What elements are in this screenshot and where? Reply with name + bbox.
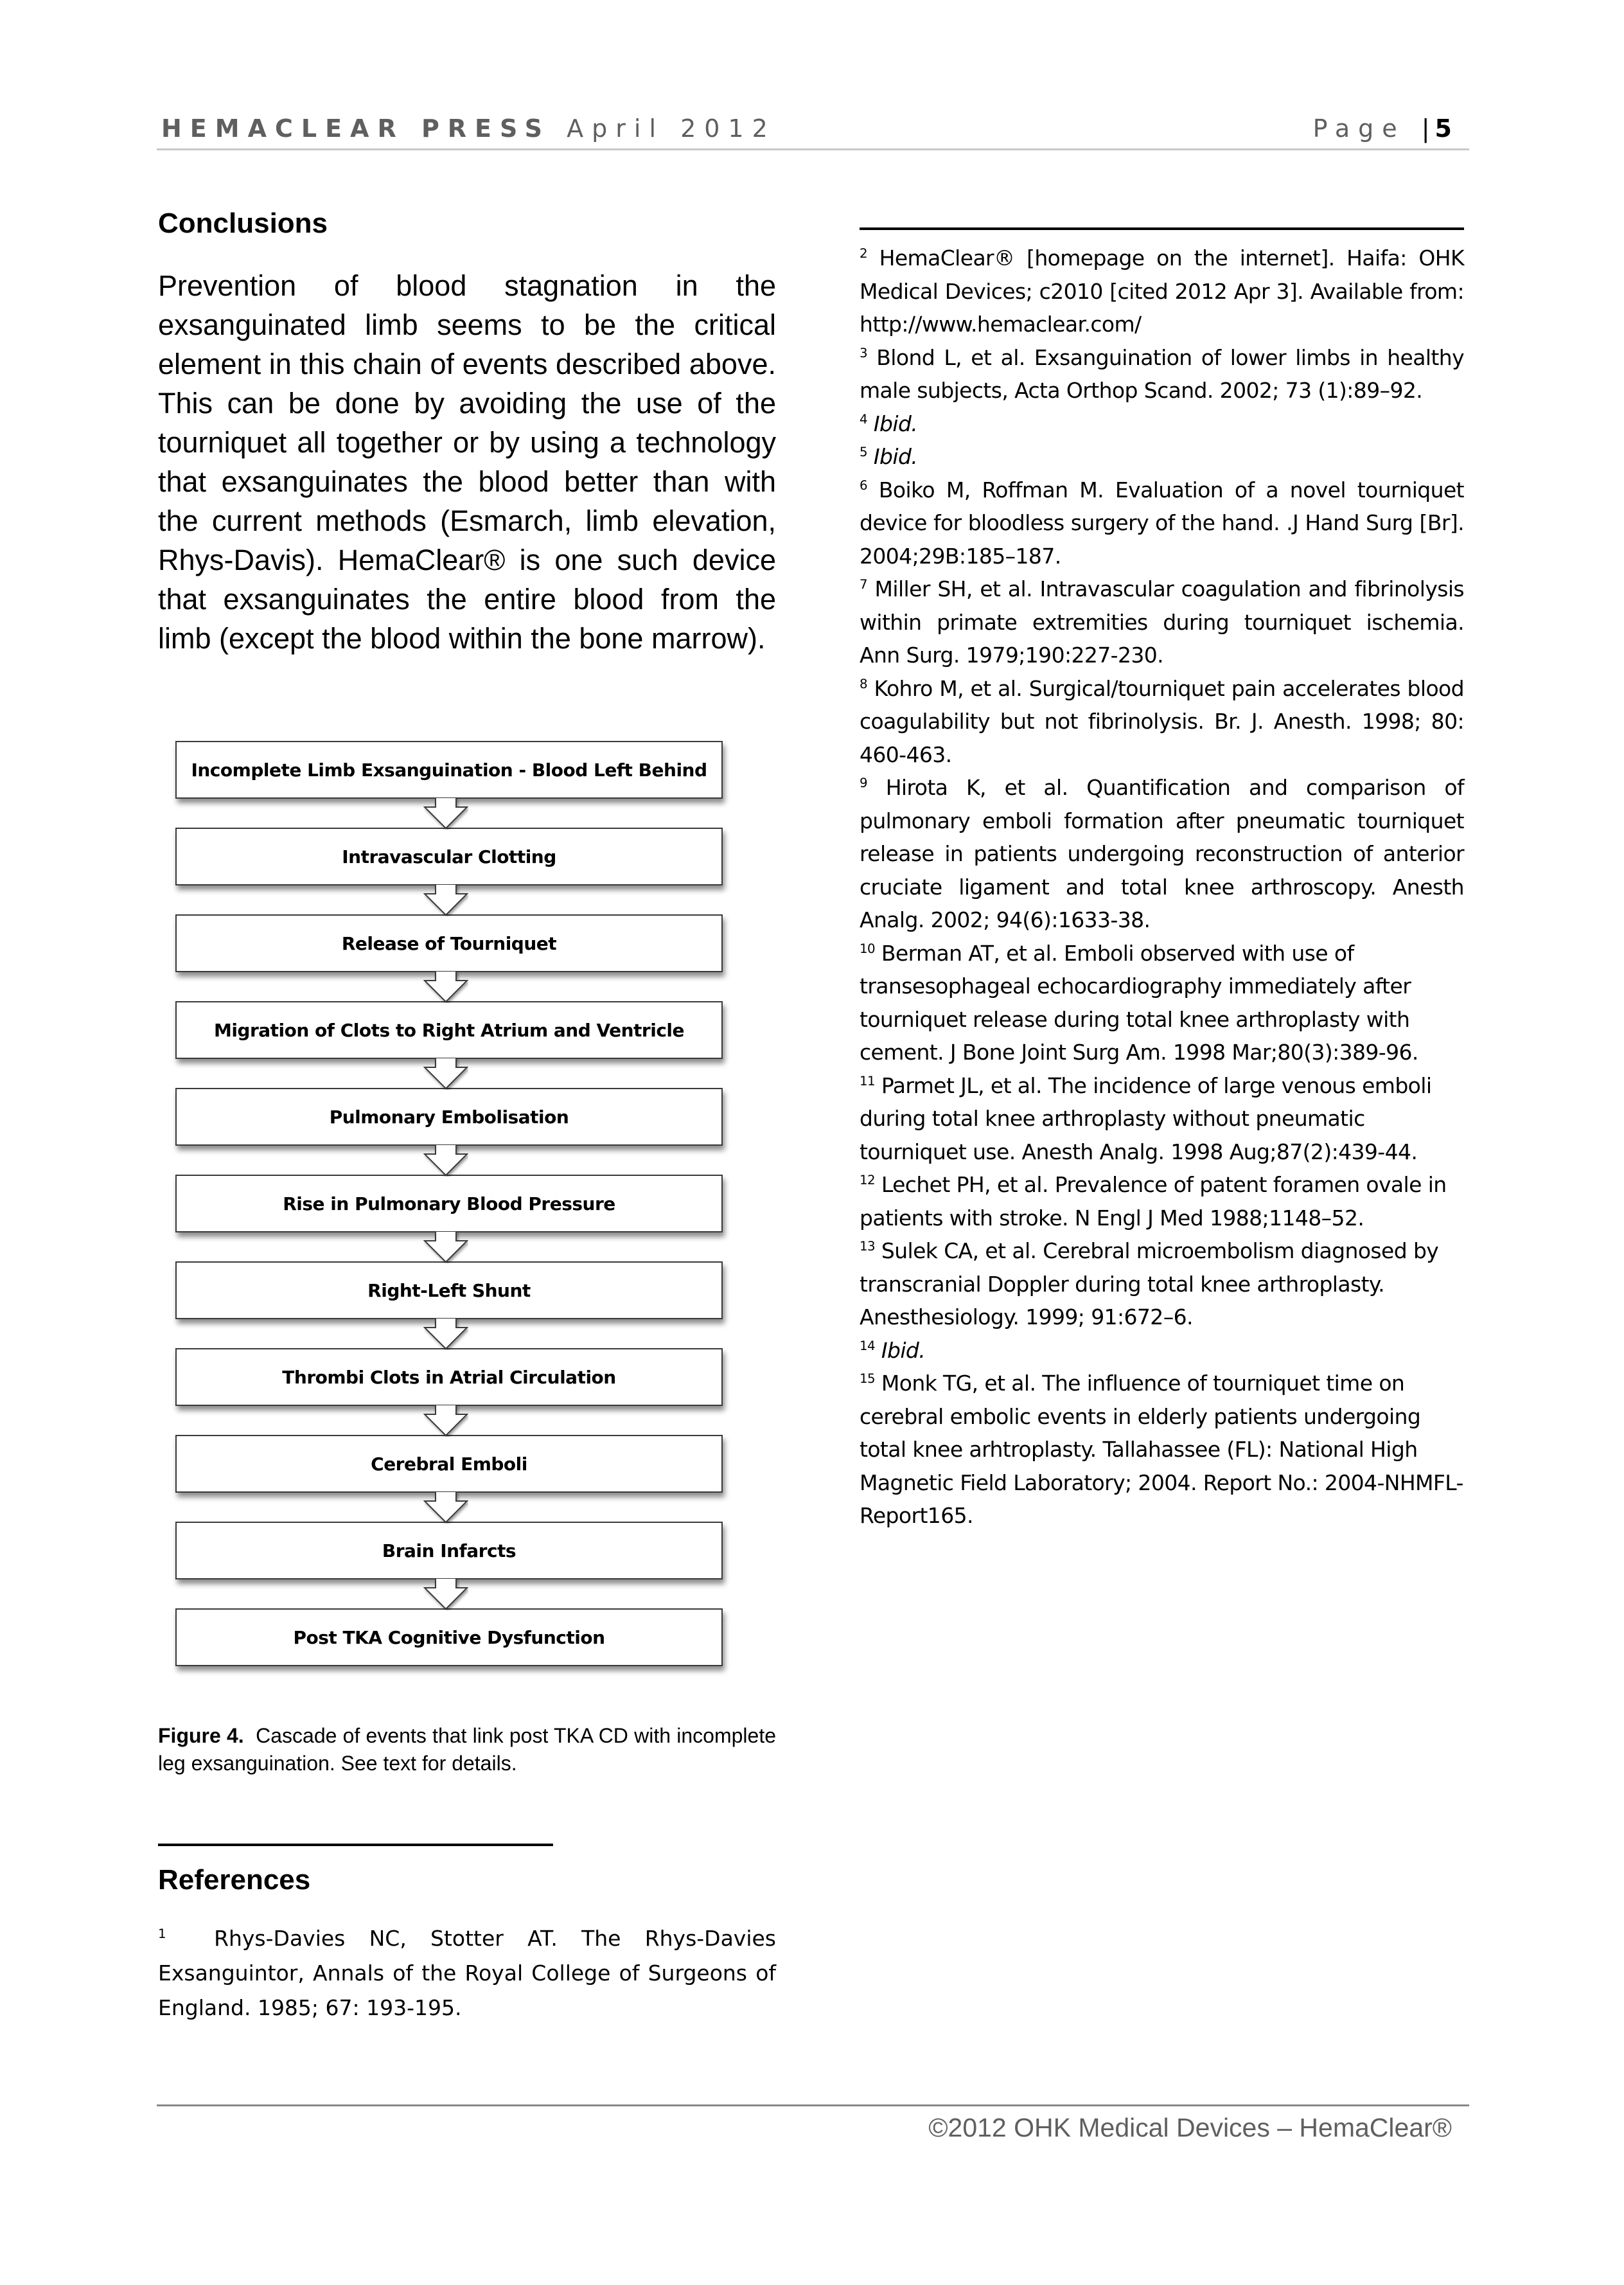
reference-item (158, 1921, 776, 2025)
down-arrow-icon (423, 971, 468, 1003)
footnote-number: 11 (860, 1073, 875, 1089)
down-arrow-icon (423, 1405, 468, 1437)
footnote-text: Sulek CA, et al. Cerebral microembolism diagnosed by transcranial Doppler during total knee arthroplasty. Anesthesiology. 1999; 91:672–6. (860, 1238, 1439, 1329)
footnote-item (860, 242, 1464, 341)
running-header (161, 113, 776, 144)
footnote-list (860, 242, 1464, 1533)
publication-name: HEMACLEAR PRESS (161, 114, 551, 143)
page-indicator (1313, 113, 1452, 144)
flowchart-step: Release of Tourniquet (175, 914, 723, 972)
footer-copyright: ©2012 OHK Medical Devices – HemaClear® (928, 2113, 1452, 2142)
down-arrow-icon (423, 884, 468, 916)
page-label: Page (1312, 114, 1406, 143)
footnote-number: 9 (860, 776, 867, 790)
reference-number: 1 (158, 1926, 166, 1941)
footnote-number: 3 (860, 345, 867, 360)
down-arrow-icon (423, 1578, 468, 1610)
footnote-item (860, 341, 1464, 407)
conclusions-paragraph: Prevention of blood stagnation in the exsanguinated limb seems to be the critical element in this chain of events described above. This can be done by avoiding the use of the tourniquet all together or by using a technology that exsanguinates the blood better than with the current methods (Esmarch, limb elevation, Rhys-Davis). HemaClear® is one such device that exsanguinates the entire blood from the limb (except the blood within the bone marrow). (158, 269, 776, 655)
footnote-item (860, 1367, 1464, 1533)
footnote-text: Monk TG, et al. The influence of tourniquet time on cerebral embolic events in elderly patients undergoing total knee arhtroplasty. Tallahassee (FL): National High Magnetic Field Laboratory; 2004. Report No.: 2004-NHMFL-Report165. (860, 1371, 1463, 1528)
down-arrow-icon (423, 1318, 468, 1350)
figure-caption-text: Cascade of events that link post TKA CD with incomplete leg exsanguination. See text for details. (158, 1724, 776, 1775)
flowchart-step: Rise in Pulmonary Blood Pressure (175, 1175, 723, 1232)
footnote-text: Ibid. (881, 1337, 926, 1363)
footnote-number: 10 (860, 941, 875, 956)
flowchart-step: Migration of Clots to Right Atrium and Ventricle (175, 1001, 723, 1059)
footnotes-divider (860, 227, 1464, 230)
down-arrow-icon (423, 1491, 468, 1524)
footer-divider (157, 2104, 1469, 2106)
reference-text: Rhys-Davies NC, Stotter AT. The Rhys-Davies Exsanguintor, Annals of the Royal College of Surgeons of England. 1985; 67: 193-195. (158, 1926, 776, 2020)
references-heading: References (158, 1864, 311, 1896)
footnote-number: 13 (860, 1239, 875, 1254)
footnote-item (860, 771, 1464, 937)
flowchart-step: Post TKA Cognitive Dysfunction (175, 1608, 723, 1666)
footnote-number: 2 (860, 246, 867, 261)
footnote-number: 8 (860, 676, 867, 691)
footnote-item (860, 937, 1464, 1069)
footnote-text: Hirota K, et al. Quantification and comparison of pulmonary emboli formation after pneumatic tourniquet release in patients undergoing reconstruction of anterior cruciate ligament and total knee arthroscopy. Anesth Analg. 2002; 94(6):1633-38. (860, 775, 1465, 932)
flowchart-step: Brain Infarcts (175, 1522, 723, 1579)
footnote-item (860, 573, 1464, 672)
footnote-text: Ibid. (873, 444, 918, 469)
footnote-number: 12 (860, 1173, 875, 1187)
references-divider (158, 1844, 553, 1846)
flowchart-step: Thrombi Clots in Atrial Circulation (175, 1348, 723, 1406)
footnote-number: 14 (860, 1338, 875, 1353)
flowchart-step: Right-Left Shunt (175, 1261, 723, 1319)
down-arrow-icon (423, 1058, 468, 1090)
footnote-text: Ibid. (873, 411, 918, 436)
footnote-text: Blond L, et al. Exsanguination of lower limbs in healthy male subjects, Acta Orthop Scand. 2002; 73 (1):89–92. (860, 344, 1465, 403)
flowchart-step: Cerebral Emboli (175, 1435, 723, 1493)
header-divider (157, 148, 1469, 150)
flowchart-step: Intravascular Clotting (175, 828, 723, 885)
footnote-number: 15 (860, 1371, 875, 1386)
footnote-number: 7 (860, 577, 867, 592)
footnote-text: Berman AT, et al. Emboli observed with use of transesophageal echocardiography immediately after tourniquet release during total knee arthroplasty with cement. J Bone Joint Surg Am. 1998 Mar;80(3):389-96. (860, 940, 1418, 1065)
down-arrow-icon (423, 1231, 468, 1263)
figure-caption (158, 1722, 776, 1777)
page-number: 5 (1434, 114, 1452, 143)
footnote-item (860, 1069, 1464, 1169)
footnote-item (860, 1334, 1464, 1367)
flowchart-step: Incomplete Limb Exsanguination - Blood Left Behind (175, 741, 723, 799)
footnote-text: Parmet JL, et al. The incidence of large venous emboli during total knee arthroplasty without pneumatic tourniquet use. Anesth Analg. 1998 Aug;87(2):439-44. (860, 1072, 1432, 1164)
footnote-item (860, 440, 1464, 474)
figure-label: Figure 4. (158, 1724, 244, 1747)
down-arrow-icon (423, 1144, 468, 1177)
footnote-text: Kohro M, et al. Surgical/tourniquet pain accelerates blood coagulability but not fibrinolysis. Br. J. Anesth. 1998; 80: 460-463. (860, 675, 1464, 767)
flowchart-step: Pulmonary Embolisation (175, 1088, 723, 1146)
footnote-item (860, 1234, 1464, 1334)
footnote-item (860, 407, 1464, 441)
page-separator: | (1421, 114, 1435, 143)
footnote-item (860, 672, 1464, 772)
footnote-text: Miller SH, et al. Intravascular coagulation and fibrinolysis within primate extremities during tourniquet ischemia. Ann Surg. 1979;190:227-230. (860, 576, 1465, 668)
down-arrow-icon (423, 797, 468, 830)
footnote-item (860, 1168, 1464, 1234)
footnote-text: HemaClear® [homepage on the internet]. Haifa: OHK Medical Devices; c2010 [cited 2012 Apr 3]. Available from: http://www.hemaclear.com/ (860, 245, 1464, 337)
footnote-number: 4 (860, 411, 867, 427)
footnote-number: 6 (860, 477, 867, 493)
footnote-text: Boiko M, Roffman M. Evaluation of a novel tourniquet device for bloodless surgery of the hand. .J Hand Surg [Br]. 2004;29B:185–187. (860, 477, 1464, 569)
issue-date: April 2012 (567, 114, 776, 143)
footnote-number: 5 (860, 445, 867, 459)
footnote-item (860, 474, 1464, 573)
conclusions-heading: Conclusions (158, 208, 328, 239)
footnote-text: Lechet PH, et al. Prevalence of patent foramen ovale in patients with stroke. N Engl J Med 1988;1148–52. (860, 1172, 1447, 1231)
